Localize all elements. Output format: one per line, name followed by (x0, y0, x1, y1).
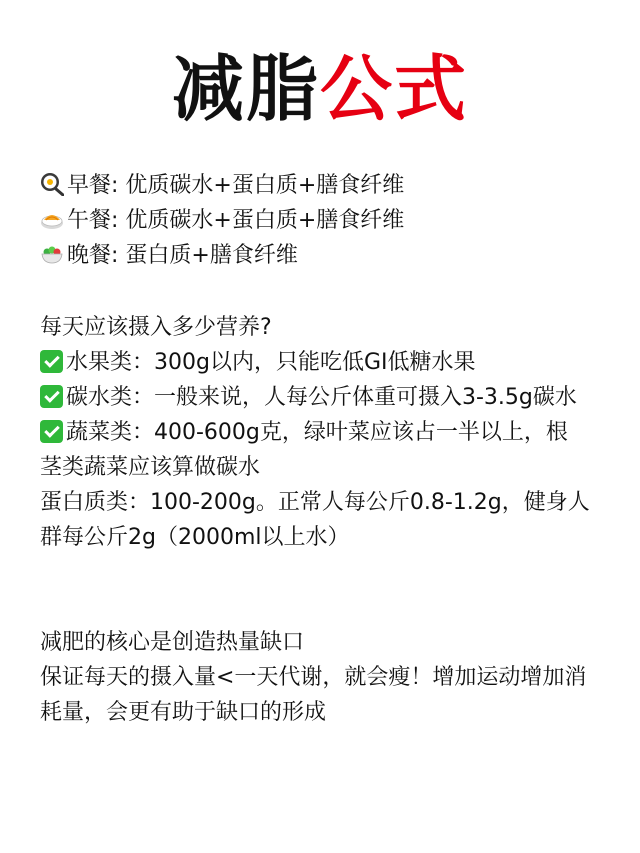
title-red-part: 公式 (320, 47, 469, 131)
meal-text: 晚餐: 蛋白质+膳食纤维 (67, 243, 298, 268)
carb-text: 碳水类：一般来说，人每公斤体重可摄入3-3.5g碳水 (66, 385, 577, 410)
title-black-part: 减脂 (171, 47, 320, 131)
fruit-item (40, 345, 610, 380)
meal-item-lunch (40, 203, 610, 238)
core-line-1: 减肥的核心是创造热量缺口 (40, 630, 305, 655)
check-mark-icon (40, 420, 63, 443)
nutrition-question: 每天应该摄入多少营养? (40, 315, 272, 340)
check-mark-icon (40, 385, 63, 408)
check-mark-icon (40, 350, 63, 373)
core-line-2: 保证每天的摄入量<一天代谢，就会瘦！增加运动增加消耗量，会更有助于缺口的形成 (40, 665, 587, 725)
fruit-text: 水果类：300g以内，只能吃低GI低糖水果 (66, 350, 476, 375)
nutrition-section (40, 310, 610, 555)
meal-list (40, 168, 610, 273)
meal-text: 午餐: 优质碳水+蛋白质+膳食纤维 (67, 208, 405, 233)
page-title (0, 44, 640, 134)
frying-pan-egg-icon (40, 172, 64, 196)
carb-item (40, 380, 610, 415)
core-section (40, 625, 610, 730)
veg-text: 蔬菜类：400-600g克，绿叶菜应该占一半以上，根茎类蔬菜应该算做碳水 (40, 420, 568, 480)
meal-item-breakfast (40, 168, 610, 203)
veg-item (40, 415, 570, 485)
meal-text: 早餐: 优质碳水+蛋白质+膳食纤维 (67, 173, 405, 198)
bento-box-icon (40, 207, 64, 231)
protein-item: 蛋白质类：100-200g。正常人每公斤0.8-1.2g，健身人群每公斤2g（2000ml以上水） (40, 490, 590, 550)
salad-bowl-icon (40, 242, 64, 266)
meal-item-dinner (40, 238, 610, 273)
